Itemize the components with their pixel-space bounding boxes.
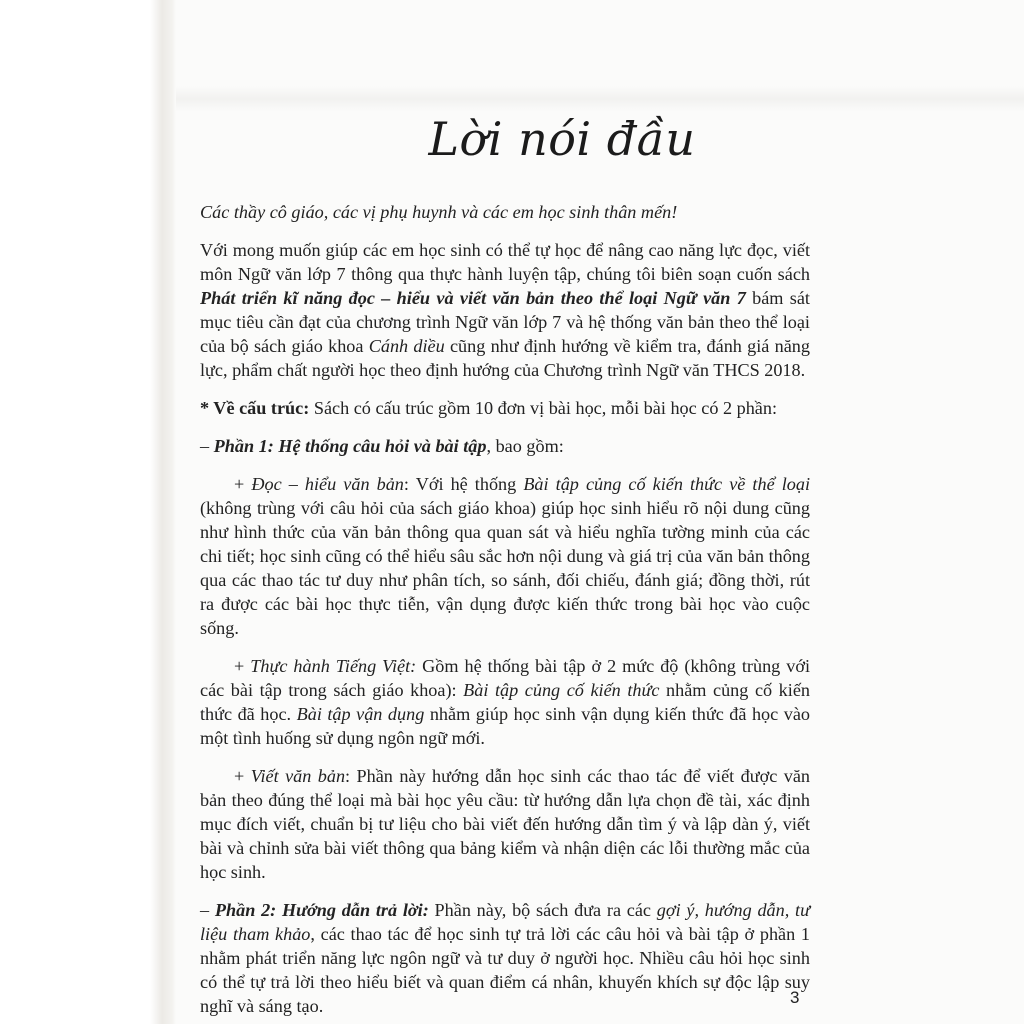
intro-part3: cũng như định hướng về kiểm tra, đánh giá năng lực, phẩm chất người học theo định hướng của Chương trình Ngữ văn THCS 2018.	[200, 336, 810, 380]
part1-dash: –	[200, 436, 214, 456]
reading-label: Đọc – hiểu văn bản	[251, 474, 404, 494]
practice-text1: Gồm hệ thống bài tập ở 2 mức độ (không trùng với các bài tập trong sách giáo khoa):	[200, 656, 810, 700]
intro-paragraph	[200, 238, 810, 382]
part2-paragraph	[200, 898, 810, 1018]
part2-label: Phần 2: Hướng dẫn trả lời:	[214, 900, 429, 920]
book-title: Phát triển kĩ năng đọc – hiểu và viết văn bản theo thể loại Ngữ văn 7	[200, 288, 746, 308]
structure-text: Sách có cấu trúc gồm 10 đơn vị bài học, mỗi bài học có 2 phần:	[309, 398, 778, 418]
writing-paragraph	[200, 764, 810, 884]
practice-ex2: Bài tập vận dụng	[296, 704, 425, 724]
part2-text2: , các thao tác để học sinh tự trả lời các câu hỏi và bài tập ở phần 1 nhằm phát triển năng lực ngôn ngữ và tư duy ở người học. Nhiều câu hỏi học sinh có thể tự trả lời theo hiểu biết và quan điểm cá nhân, khuyến khích sự độc lập suy nghĩ và sáng tạo.	[200, 924, 810, 1016]
structure-paragraph	[200, 396, 810, 420]
scan-smudge	[176, 86, 1024, 112]
body-text	[200, 200, 810, 1024]
textbook-name: Cánh diều	[368, 336, 445, 356]
reading-paragraph	[200, 472, 810, 640]
part2-text1: Phần này, bộ sách đưa ra các	[428, 900, 657, 920]
intro-part1: Với mong muốn giúp các em học sinh có thể tự học để nâng cao năng lực đọc, viết môn Ngữ văn lớp 7 thông qua thực hành luyện tập, chúng tôi biên soạn cuốn sách	[200, 240, 810, 284]
part2-guide: gợi ý, hướng dẫn, tư liệu tham khảo	[200, 900, 811, 944]
practice-text2: nhằm củng cố kiến thức đã học.	[200, 680, 810, 724]
intro-part2: bám sát mục tiêu cần đạt của chương trình Ngữ văn lớp 7 và hệ thống văn bản theo thể loại của bộ sách giáo khoa	[200, 288, 810, 356]
part2-dash: –	[200, 900, 215, 920]
practice-paragraph	[200, 654, 810, 750]
part1-text: , bao gồm:	[486, 436, 564, 456]
page-number: 3	[790, 988, 800, 1007]
practice-label: Thực hành Tiếng Việt:	[250, 656, 417, 676]
reading-exercise: Bài tập củng cố kiến thức về thể loại	[523, 474, 811, 494]
writing-prefix: +	[234, 766, 251, 786]
practice-prefix: +	[234, 656, 251, 676]
reading-text1: : Với hệ thống	[403, 474, 524, 494]
practice-text3: nhằm giúp học sinh vận dụng kiến thức đã học vào một tình huống sử dụng ngôn ngữ mới.	[200, 704, 810, 748]
writing-text: : Phần này hướng dẫn học sinh các thao tác để viết được văn bản theo đúng thể loại mà bài học yêu cầu: từ hướng dẫn lựa chọn đề tài, xác định mục đích viết, chuẩn bị tư liệu cho bài viết đến hướng dẫn tìm ý và lập dàn ý, viết bài và chỉnh sửa bài viết thông qua bảng kiểm và nhận diện các lỗi thường mắc của học sinh.	[200, 766, 810, 882]
writing-label: Viết văn bản	[250, 766, 346, 786]
part1-label: Phần 1: Hệ thống câu hỏi và bài tập	[213, 436, 487, 456]
practice-ex1: Bài tập củng cố kiến thức	[463, 680, 660, 700]
structure-label: * Về cấu trúc:	[200, 398, 310, 418]
greeting: Các thầy cô giáo, các vị phụ huynh và các em học sinh thân mến!	[200, 202, 678, 222]
part1-paragraph	[200, 434, 810, 458]
reading-prefix: +	[234, 474, 252, 494]
page-title: Lời nói đầu	[428, 112, 696, 166]
reading-text2: (không trùng với câu hỏi của sách giáo khoa) giúp học sinh hiểu rõ nội dung cũng như hình thức của văn bản thông qua quan sát và hiểu nghĩa tường minh của các chi tiết; học sinh cũng có thể hiểu sâu sắc hơn nội dung và giá trị của văn bản thông qua các thao tác tư duy như phân tích, so sánh, đối chiếu, đánh giá; đồng thời, rút ra được các bài học thực tiễn, vận dụng được kiến thức trong bài học vào cuộc sống.	[200, 498, 810, 638]
